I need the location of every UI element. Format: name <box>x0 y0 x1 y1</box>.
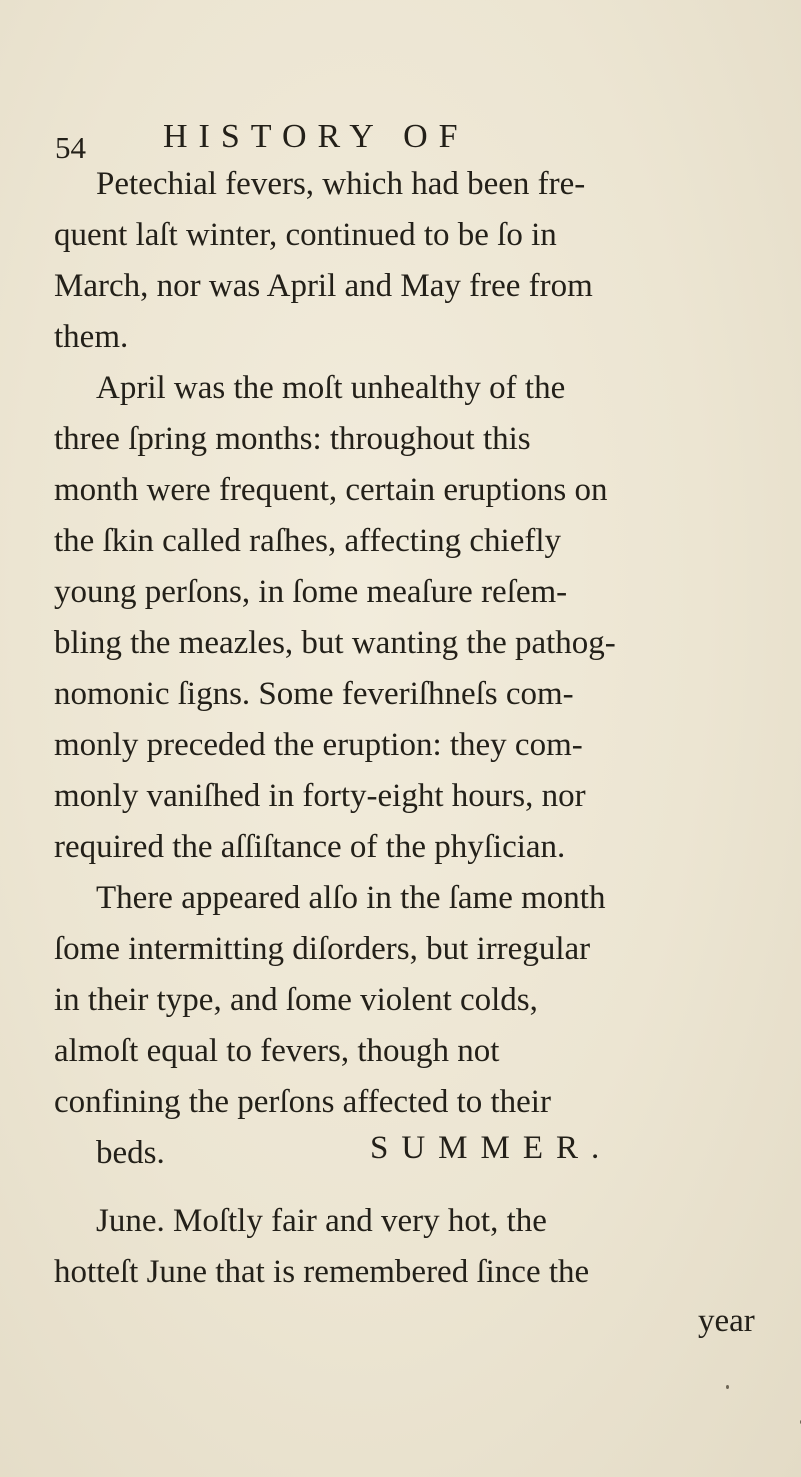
text-line: quent laſt winter, continued to be ſo in <box>54 217 557 253</box>
text-line: monly vaniſhed in forty-eight hours, nor <box>54 778 586 814</box>
text-line: There appeared alſo in the ſame month <box>96 880 606 916</box>
text-line: in their type, and ſome violent colds, <box>54 982 538 1018</box>
text-line: confining the perſons affected to their <box>54 1084 551 1120</box>
text-line: bling the meazles, but wanting the pathog- <box>54 625 616 661</box>
text-line: month were frequent, certain eruptions on <box>54 472 608 508</box>
text-line: almoſt equal to fevers, though not <box>54 1033 500 1069</box>
text-line: three ſpring months: throughout this <box>54 421 531 457</box>
text-line: nomonic ſigns. Some feveriſhneſs com- <box>54 676 574 712</box>
catchword: year <box>698 1303 755 1339</box>
text-line: hotteſt June that is remembered ſince the <box>54 1254 590 1290</box>
page-number: 54 <box>55 130 86 165</box>
text-line: March, nor was April and May free from <box>54 268 593 304</box>
paper-speck <box>726 1385 729 1389</box>
text-line: beds. <box>96 1135 165 1171</box>
text-line: Petechial fevers, which had been fre- <box>96 166 586 202</box>
running-head <box>0 116 801 166</box>
text-line: monly preceded the eruption: they com- <box>54 727 583 763</box>
text-line: April was the moſt unhealthy of the <box>96 370 566 406</box>
text-line: the ſkin called raſhes, affecting chiefly <box>54 523 562 559</box>
text-line: June. Moſtly fair and very hot, the <box>96 1203 547 1239</box>
text-line: required the aſſiſtance of the phyſician. <box>54 829 566 865</box>
section-heading: SUMMER. <box>370 1130 613 1166</box>
text-line: ſome intermitting diſorders, but irregular <box>54 931 591 967</box>
text-line: them. <box>54 319 129 355</box>
text-line: young perſons, in ſome meaſure reſem- <box>54 574 568 610</box>
running-title: HISTORY OF <box>163 118 469 155</box>
